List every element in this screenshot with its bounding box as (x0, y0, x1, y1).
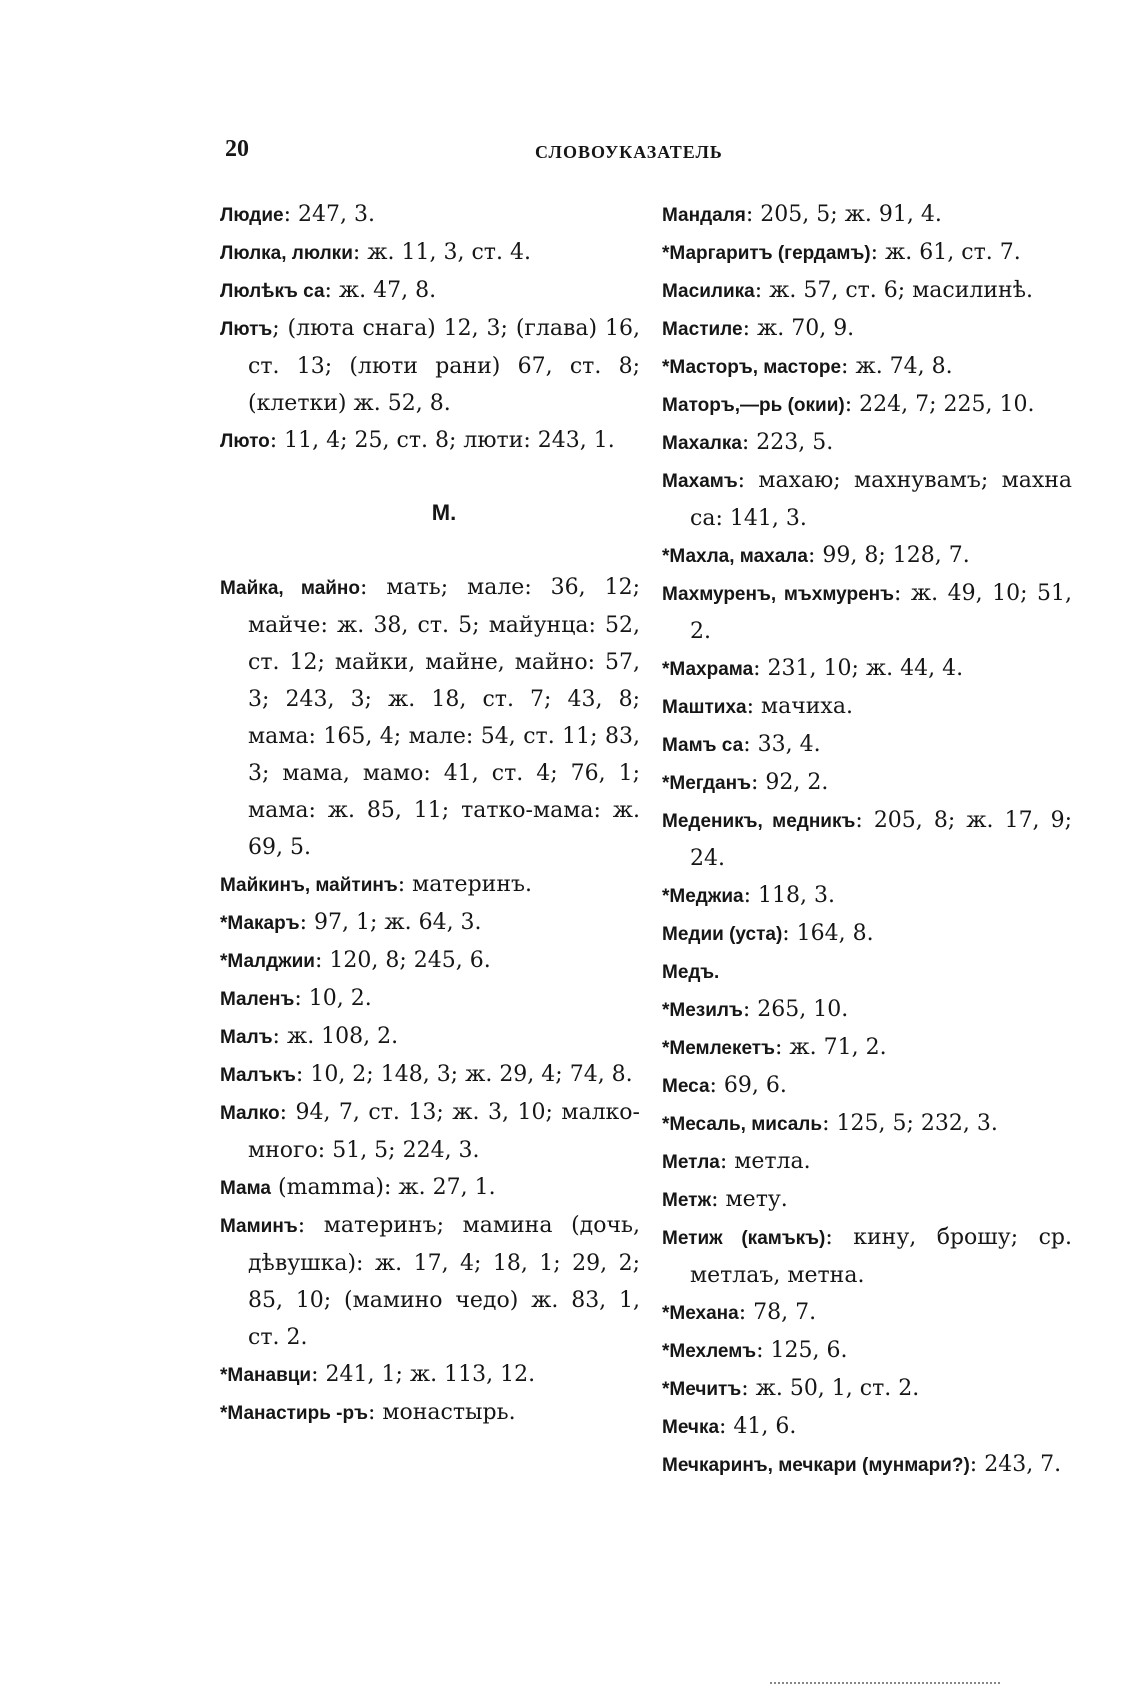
entry-headword: Махамъ (662, 471, 738, 492)
entry-headword: Маштиха (662, 697, 747, 718)
entry-references: : мачиха. (746, 694, 853, 719)
entry-references: : 10, 2; 148, 3; ж. 29, 4; 74, 8. (295, 1062, 633, 1087)
entry-references: : 125, 6. (756, 1338, 848, 1363)
entry-headword: Медии (уста) (662, 924, 783, 945)
entry-headword: Людие (220, 205, 284, 226)
entry-references: : 99, 8; 128, 7. (807, 543, 970, 568)
dictionary-entry (662, 1067, 1072, 1105)
left-column (220, 196, 640, 1432)
entry-references: (mamma): ж. 27, 1. (271, 1175, 496, 1200)
entry-references: : 231, 10; ж. 44, 4. (753, 656, 964, 681)
dictionary-entry (662, 1029, 1072, 1067)
entry-headword: Малъкъ (220, 1065, 296, 1086)
entry-headword: *Макаръ (220, 913, 300, 934)
entry-references: : монастырь. (367, 1400, 516, 1425)
entry-headword: Махалка (662, 433, 742, 454)
entry-headword: Меденикъ, медникъ (662, 811, 856, 832)
dictionary-entry (662, 1332, 1072, 1370)
entry-references: : 224, 7; 225, 10. (844, 392, 1035, 417)
dictionary-entry (220, 1169, 640, 1207)
entry-references: : махаю; махнувамъ; махна са: 141, 3. (690, 468, 1072, 531)
dictionary-entry (220, 866, 640, 904)
dictionary-entry (220, 1394, 640, 1432)
dictionary-entry (662, 1370, 1072, 1408)
entry-references: : метла. (719, 1149, 811, 1174)
entry-references: : ж. 11, 3, ст. 4. (352, 240, 531, 265)
entry-references: : 164, 8. (782, 921, 874, 946)
entry-headword: Метиж (камъкъ) (662, 1228, 826, 1249)
entry-headword: Метж (662, 1190, 712, 1211)
entry-headword: *Мехлемъ (662, 1341, 757, 1362)
entry-headword: Метла (662, 1152, 720, 1173)
dictionary-entry (662, 991, 1072, 1029)
entry-headword: Люлѣкъ са (220, 281, 325, 302)
page-header (225, 136, 1065, 176)
entry-references: : 205, 8; ж. 17, 9; 24. (690, 808, 1073, 871)
section-letter: М. (431, 500, 457, 525)
entry-references: : ж. 71, 2. (774, 1035, 887, 1060)
dictionary-entry (662, 386, 1072, 424)
dictionary-entry (662, 537, 1072, 575)
dictionary-entry (662, 915, 1072, 953)
dictionary-entry (662, 1105, 1072, 1143)
entry-headword: *Механа (662, 1303, 739, 1324)
page-number: 20 (225, 136, 249, 162)
entry-references: : материнъ. (397, 872, 532, 897)
entry-references: : 78, 7. (738, 1300, 817, 1325)
dictionary-entry (220, 422, 640, 460)
dictionary-entry (662, 1219, 1072, 1294)
entry-headword: Мандаля (662, 205, 746, 226)
entry-references: : 118, 3. (743, 883, 835, 908)
entry-headword: *Меджиа (662, 886, 744, 907)
dictionary-entry (220, 1018, 640, 1056)
entry-headword: *Манавци (220, 1365, 312, 1386)
dictionary-entry (662, 726, 1072, 764)
dictionary-entry (220, 272, 640, 310)
entry-references: : ж. 74, 8. (841, 354, 953, 379)
dictionary-entry (220, 569, 640, 866)
entry-references: : 11, 4; 25, ст. 8; люти: 243, 1. (269, 428, 615, 453)
entry-references: ; (люта снага) 12, 3; (глава) 16, ст. 13; (люти рани) 67, ст. 8; (клетки) ж. 52, 8. (248, 316, 640, 416)
entry-references: : ж. 57, ст. 6; масилинѣ. (754, 278, 1033, 303)
dictionary-entry (662, 802, 1072, 877)
right-entries (662, 196, 1072, 1484)
entry-references: : 241, 1; ж. 113, 12. (311, 1362, 536, 1387)
dictionary-entry (220, 1356, 640, 1394)
entry-references: : 243, 7. (969, 1452, 1062, 1477)
dictionary-entry (662, 688, 1072, 726)
dictionary-entry (220, 1056, 640, 1094)
entry-headword: *Месаль, мисаль (662, 1114, 823, 1135)
entry-references: : ж. 47, 8. (324, 278, 437, 303)
entry-references: : 205, 5; ж. 91, 4. (745, 202, 942, 227)
dictionary-entry (662, 764, 1072, 802)
entry-references: : мету. (711, 1187, 788, 1212)
entry-headword: *Масторъ, масторе (662, 357, 842, 378)
dictionary-entry (662, 1143, 1072, 1181)
right-column (662, 196, 1072, 1484)
dictionary-entry (220, 1207, 640, 1356)
dictionary-entry (662, 424, 1072, 462)
entry-references: : 41, 6. (719, 1414, 797, 1439)
entry-headword: Мамъ са (662, 735, 744, 756)
entry-headword: *Мегданъ (662, 773, 751, 794)
entry-headword: Лютъ (220, 319, 273, 340)
entry-headword: *Малджии (220, 951, 315, 972)
dictionary-entry (662, 272, 1072, 310)
entry-headword: *Мезилъ (662, 1000, 743, 1021)
entry-headword: Масилика (662, 281, 755, 302)
dictionary-entry (220, 310, 640, 422)
dictionary-entry (662, 1181, 1072, 1219)
dictionary-entry (220, 234, 640, 272)
entry-headword: Махмуренъ, мъхмуренъ (662, 584, 894, 605)
dictionary-entry (662, 234, 1072, 272)
entry-headword: Маторъ,—рь (окии) (662, 395, 845, 416)
entry-references: : 94, 7, ст. 13; ж. 3, 10; малко-много: 51, 5; 224, 3. (248, 1100, 640, 1163)
entry-headword: *Махрама (662, 659, 754, 680)
dictionary-entry (220, 196, 640, 234)
left-entries-after (220, 569, 640, 1432)
entry-headword: Мечкаринъ, мечкари (мунмари?) (662, 1455, 970, 1476)
entry-references: : 92, 2. (750, 770, 829, 795)
entry-headword: *Махла, махала (662, 546, 808, 567)
entry-headword: Мама (220, 1178, 271, 1199)
entry-references: : 223, 5. (741, 430, 834, 455)
entry-references: : 97, 1; ж. 64, 3. (299, 910, 482, 935)
page-bottom-mark (770, 1682, 1000, 1688)
dictionary-entry (662, 650, 1072, 688)
left-entries-before (220, 196, 640, 460)
entry-headword: Люлка, люлки (220, 243, 353, 264)
entry-references: : ж. 61, ст. 7. (870, 240, 1021, 265)
entry-headword: *Мемлекетъ (662, 1038, 775, 1059)
entry-headword: Малъ (220, 1027, 273, 1048)
entry-references: : 125, 5; 232, 3. (822, 1111, 998, 1136)
entry-references: : 247, 3. (283, 202, 375, 227)
dictionary-entry (220, 942, 640, 980)
entry-headword: Мастиле (662, 319, 743, 340)
dictionary-entry (662, 1408, 1072, 1446)
dictionary-entry (662, 1294, 1072, 1332)
entry-headword: Малко (220, 1103, 280, 1124)
entry-headword: *Мечитъ (662, 1379, 742, 1400)
dictionary-entry (662, 953, 1072, 991)
dictionary-entry (662, 196, 1072, 234)
entry-references: : 33, 4. (743, 732, 821, 757)
entry-headword: *Маргаритъ (гердамъ) (662, 243, 871, 264)
entry-references: : 10, 2. (294, 986, 372, 1011)
dictionary-entry (220, 980, 640, 1018)
entry-headword: Медъ. (662, 962, 720, 983)
entry-references: : ж. 108, 2. (272, 1024, 399, 1049)
entry-headword: Майка, майно (220, 578, 361, 599)
dictionary-entry (662, 1446, 1072, 1484)
dictionary-entry (220, 904, 640, 942)
entry-references: : 265, 10. (742, 997, 849, 1022)
dictionary-entry (662, 575, 1072, 650)
entry-references: : кину, брошу; ср. метлаъ, метна. (690, 1225, 1072, 1288)
dictionary-entry (662, 877, 1072, 915)
entry-headword: *Манастирь -ръ (220, 1403, 368, 1424)
dictionary-entry (662, 310, 1072, 348)
dictionary-entry (662, 348, 1072, 386)
entry-references: : ж. 70, 9. (742, 316, 855, 341)
entry-headword: Маленъ (220, 989, 295, 1010)
entry-references: : мать; мале: 36, 12; майче: ж. 38, ст. 5; майунца: 52, ст. 12; майки, майне, майно: 57, 3; 243, 3; ж. 18, ст. 7; 43, 8; мама: 165, 4; мале: 54, ст. 11; 83, 3; мама, мамо: 41, ст. 4; 76, 1; мама: ж. 85, 11; татко-мама: ж. 69, 5. (248, 575, 641, 860)
entry-references: : 120, 8; 245, 6. (314, 948, 491, 973)
entry-references: : ж. 50, 1, ст. 2. (741, 1376, 920, 1401)
entry-references: : 69, 6. (709, 1073, 787, 1098)
dictionary-entry (662, 462, 1072, 537)
entry-headword: Меса (662, 1076, 710, 1097)
entry-headword: Люто (220, 431, 270, 452)
entry-headword: Майкинъ, майтинъ (220, 875, 398, 896)
entry-headword: Маминъ (220, 1216, 298, 1237)
entry-references: : ж. 49, 10; 51, 2. (690, 581, 1073, 644)
entry-headword: Мечка (662, 1417, 720, 1438)
running-title: СЛОВОУКАЗАТЕЛЬ (535, 142, 723, 162)
entry-references: : материнъ; мамина (дочь, дѣвушка): ж. 17, 4; 18, 1; 29, 2; 85, 10; (мамино чедо) ж. 83, 1, ст. 2. (248, 1213, 640, 1350)
dictionary-entry (220, 1094, 640, 1169)
